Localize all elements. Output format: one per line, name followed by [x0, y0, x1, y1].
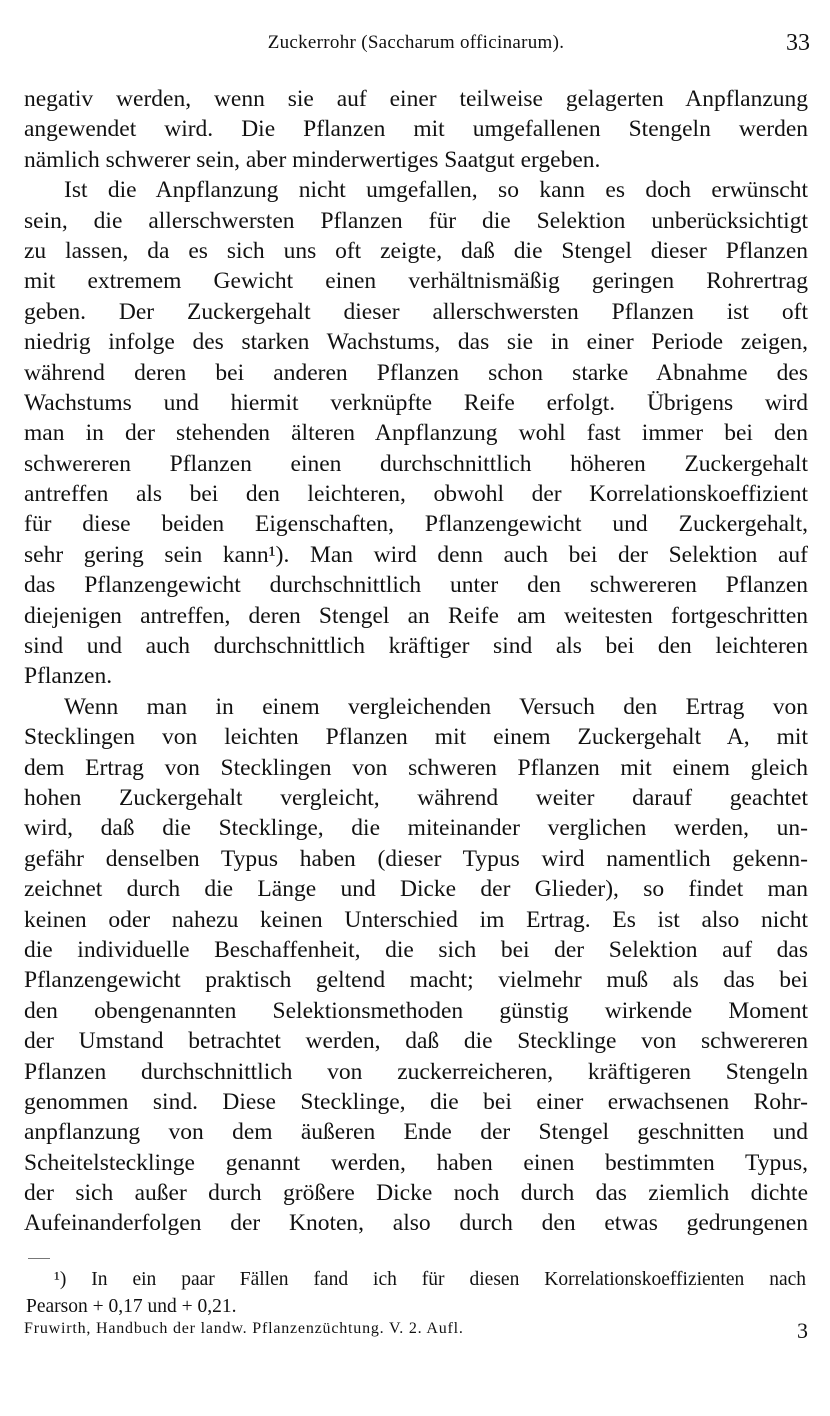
text-line: anpflanzung von dem äußeren Ende der Stengel geschnitten und: [24, 1119, 808, 1146]
text-line: der sich außer durch größere Dicke noch durch das ziemlich dichte: [24, 1180, 808, 1207]
text-line: diejenigen antreffen, deren Stengel an Reife am weitesten fortgeschritten: [24, 602, 808, 629]
text-line: keinen oder nahezu keinen Unterschied im Ertrag. Es ist also nicht: [24, 906, 808, 933]
text-line: für diese beiden Eigenschaften, Pflanzengewicht und Zuckergehalt,: [24, 511, 808, 538]
text-line: während deren bei anderen Pflanzen schon starke Abnahme des: [24, 359, 808, 386]
text-line: geben. Der Zuckergehalt dieser allerschwersten Pflanzen ist oft: [24, 298, 808, 325]
text-line: das Pflanzengewicht durchschnittlich unter den schwereren Pflanzen: [24, 572, 808, 599]
footnote: [26, 1266, 806, 1320]
text-line: zeichnet durch die Länge und Dicke der Glieder), so findet man: [24, 876, 808, 903]
text-line: man in der stehenden älteren Anpflanzung wohl fast immer bei den: [24, 420, 808, 447]
text-line: Pflanzen durchschnittlich von zuckerreicheren, kräftigeren Stengeln: [24, 1058, 808, 1085]
signature-mark: 3: [797, 1318, 808, 1343]
text-line: Aufeinanderfolgen der Knoten, also durch den etwas gedrungenen: [24, 1210, 808, 1237]
footnote-divider: [28, 1258, 50, 1259]
text-line: niedrig infolge des starken Wachstums, das sie in einer Periode zeigen,: [24, 329, 808, 356]
main-text: [24, 84, 808, 1239]
text-line: Pflanzengewicht praktisch geltend macht; vielmehr muß als das bei: [24, 967, 808, 994]
text-line: gefähr denselben Typus haben (dieser Typus wird namentlich gekenn-: [24, 845, 808, 872]
text-line: angewendet wird. Die Pflanzen mit umgefallenen Stengeln werden: [24, 116, 808, 143]
text-line: Wachstums und hiermit verknüpfte Reife erfolgt. Übrigens wird: [24, 389, 808, 416]
printer-imprint: [24, 1320, 810, 1346]
imprint-text: Fruwirth, Handbuch der landw. Pflanzenzüchtung. V. 2. Aufl.: [24, 1320, 464, 1337]
page-number: 33: [786, 30, 810, 56]
text-line: den obengenannten Selektionsmethoden günstig wirkende Moment: [24, 997, 808, 1024]
text-line: sein, die allerschwersten Pflanzen für die Selektion unberücksichtigt: [24, 207, 808, 234]
text-line: Stecklingen von leichten Pflanzen mit einem Zuckergehalt A, mit: [24, 724, 808, 751]
text-line: nämlich schwerer sein, aber minderwertiges Saatgut ergeben.: [24, 146, 601, 173]
text-line: Wenn man in einem vergleichenden Versuch den Ertrag von: [64, 693, 808, 720]
text-line: mit extremem Gewicht einen verhältnismäßig geringen Rohrertrag: [24, 268, 808, 295]
text-line: genommen sind. Diese Stecklinge, die bei einer erwachsenen Rohr-: [24, 1088, 808, 1115]
running-title: Zuckerrohr (Saccharum officinarum).: [267, 32, 565, 53]
text-line: der Umstand betrachtet werden, daß die Stecklinge von schwereren: [24, 1028, 808, 1055]
text-line: Scheitelstecklinge genannt werden, haben einen bestimmten Typus,: [24, 1149, 808, 1176]
text-line: zu lassen, da es sich uns oft zeigte, daß die Stengel dieser Pflanzen: [24, 237, 808, 264]
text-line: negativ werden, wenn sie auf einer teilweise gelagerten Anpflanzung: [24, 86, 808, 112]
page-header: [22, 30, 810, 60]
text-line: Pflanzen.: [24, 663, 113, 690]
footnote-line: Pearson + 0,17 und + 0,21.: [26, 1296, 237, 1317]
text-line: Ist die Anpflanzung nicht umgefallen, so kann es doch erwünscht: [64, 177, 808, 204]
text-line: die individuelle Beschaffenheit, die sich bei der Selektion auf das: [24, 936, 808, 963]
text-line: wird, daß die Stecklinge, die miteinander verglichen werden, un-: [24, 815, 808, 842]
text-line: dem Ertrag von Stecklingen von schweren Pflanzen mit einem gleich: [24, 754, 808, 781]
text-line: antreffen als bei den leichteren, obwohl der Korrelationskoeffizient: [24, 481, 808, 508]
text-line: schwereren Pflanzen einen durchschnittlich höheren Zuckergehalt: [24, 450, 808, 477]
text-line: hohen Zuckergehalt vergleicht, während weiter darauf geachtet: [24, 784, 808, 811]
footnote-line: ¹) In ein paar Fällen fand ich für diesen Korrelationskoeffizienten nach: [54, 1269, 806, 1290]
text-line: sehr gering sein kann¹). Man wird denn auch bei der Selektion auf: [24, 541, 808, 568]
text-line: sind und auch durchschnittlich kräftiger sind als bei den leichteren: [24, 633, 808, 660]
